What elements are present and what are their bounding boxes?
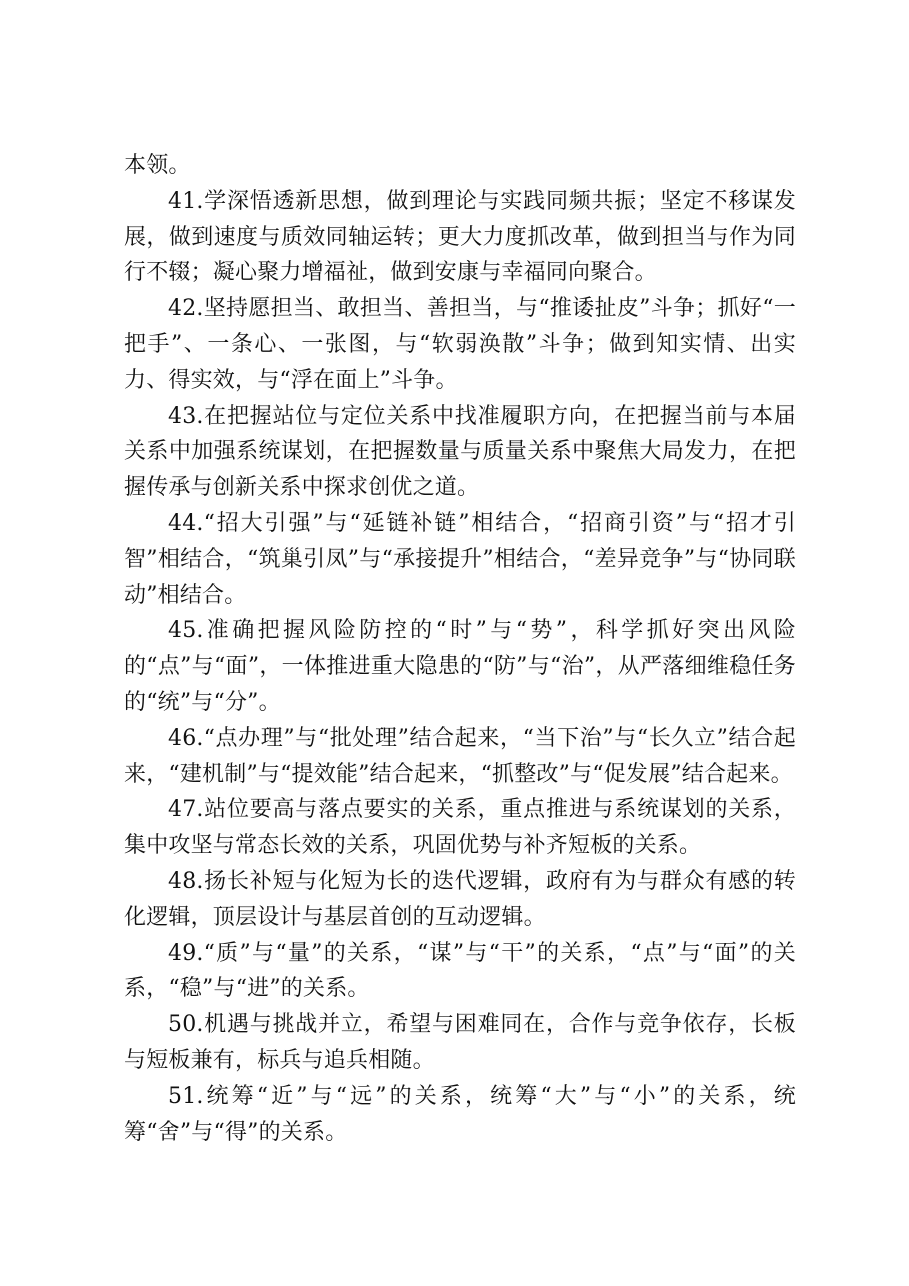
paragraph-40-tail: 本领。 [124, 153, 191, 178]
paragraph-41: 41.学深悟透新思想，做到理论与实践同频共振；坚定不移谋发展，做到速度与质效同轴运转；更大力度抓改革，做到担当与作为同行不辍；凝心聚力增福祉，做到安康与幸福同向聚合。 [124, 188, 796, 286]
paragraph-42: 42.坚持愿担当、敢担当、善担当，与“推诿扯皮”斗争；抓好“一把手”、一条心、一张图，与“软弱涣散”斗争；做到知实情、出实力、得实效，与“浮在面上”斗争。 [124, 296, 796, 393]
paragraph-47: 47.站位要高与落点要实的关系，重点推进与系统谋划的关系，集中攻坚与常态长效的关系，巩固优势与补齐短板的关系。 [124, 797, 796, 859]
paragraph-43: 43.在把握站位与定位关系中找准履职方向，在把握当前与本届关系中加强系统谋划，在把握数量与质量关系中聚焦大局发力，在把握传承与创新关系中探求创优之道。 [124, 403, 796, 501]
document-page [124, 148, 796, 1150]
paragraph-50: 50.机遇与挑战并立，希望与困难同在，合作与竞争依存，长板与短板兼有，标兵与追兵相随。 [124, 1012, 796, 1073]
paragraph-48: 48.扬长补短与化短为长的迭代逻辑，政府有为与群众有感的转化逻辑，顶层设计与基层首创的互动逻辑。 [124, 868, 796, 930]
paragraph-45: 45.准确把握风险防控的“时”与“势”，科学抓好突出风险的“点”与“面”，一体推进重大隐患的“防”与“治”，从严落细维稳任务的“统”与“分”。 [124, 618, 796, 715]
paragraph-44: 44.“招大引强”与“延链补链”相结合，“招商引资”与“招才引智”相结合，“筑巢引凤”与“承接提升”相结合，“差异竞争”与“协同联动”相结合。 [124, 510, 796, 608]
paragraph-49: 49.“质”与“量”的关系，“谋”与“干”的关系，“点”与“面”的关系，“稳”与“进”的关系。 [124, 940, 796, 1002]
paragraph-46: 46.“点办理”与“批处理”结合起来，“当下治”与“长久立”结合起来，“建机制”与“提效能”结合起来，“抓整改”与“促发展”结合起来。 [124, 725, 796, 787]
paragraph-51: 51.统筹“近”与“远”的关系，统筹“大”与“小”的关系，统筹“舍”与“得”的关系。 [124, 1083, 796, 1145]
